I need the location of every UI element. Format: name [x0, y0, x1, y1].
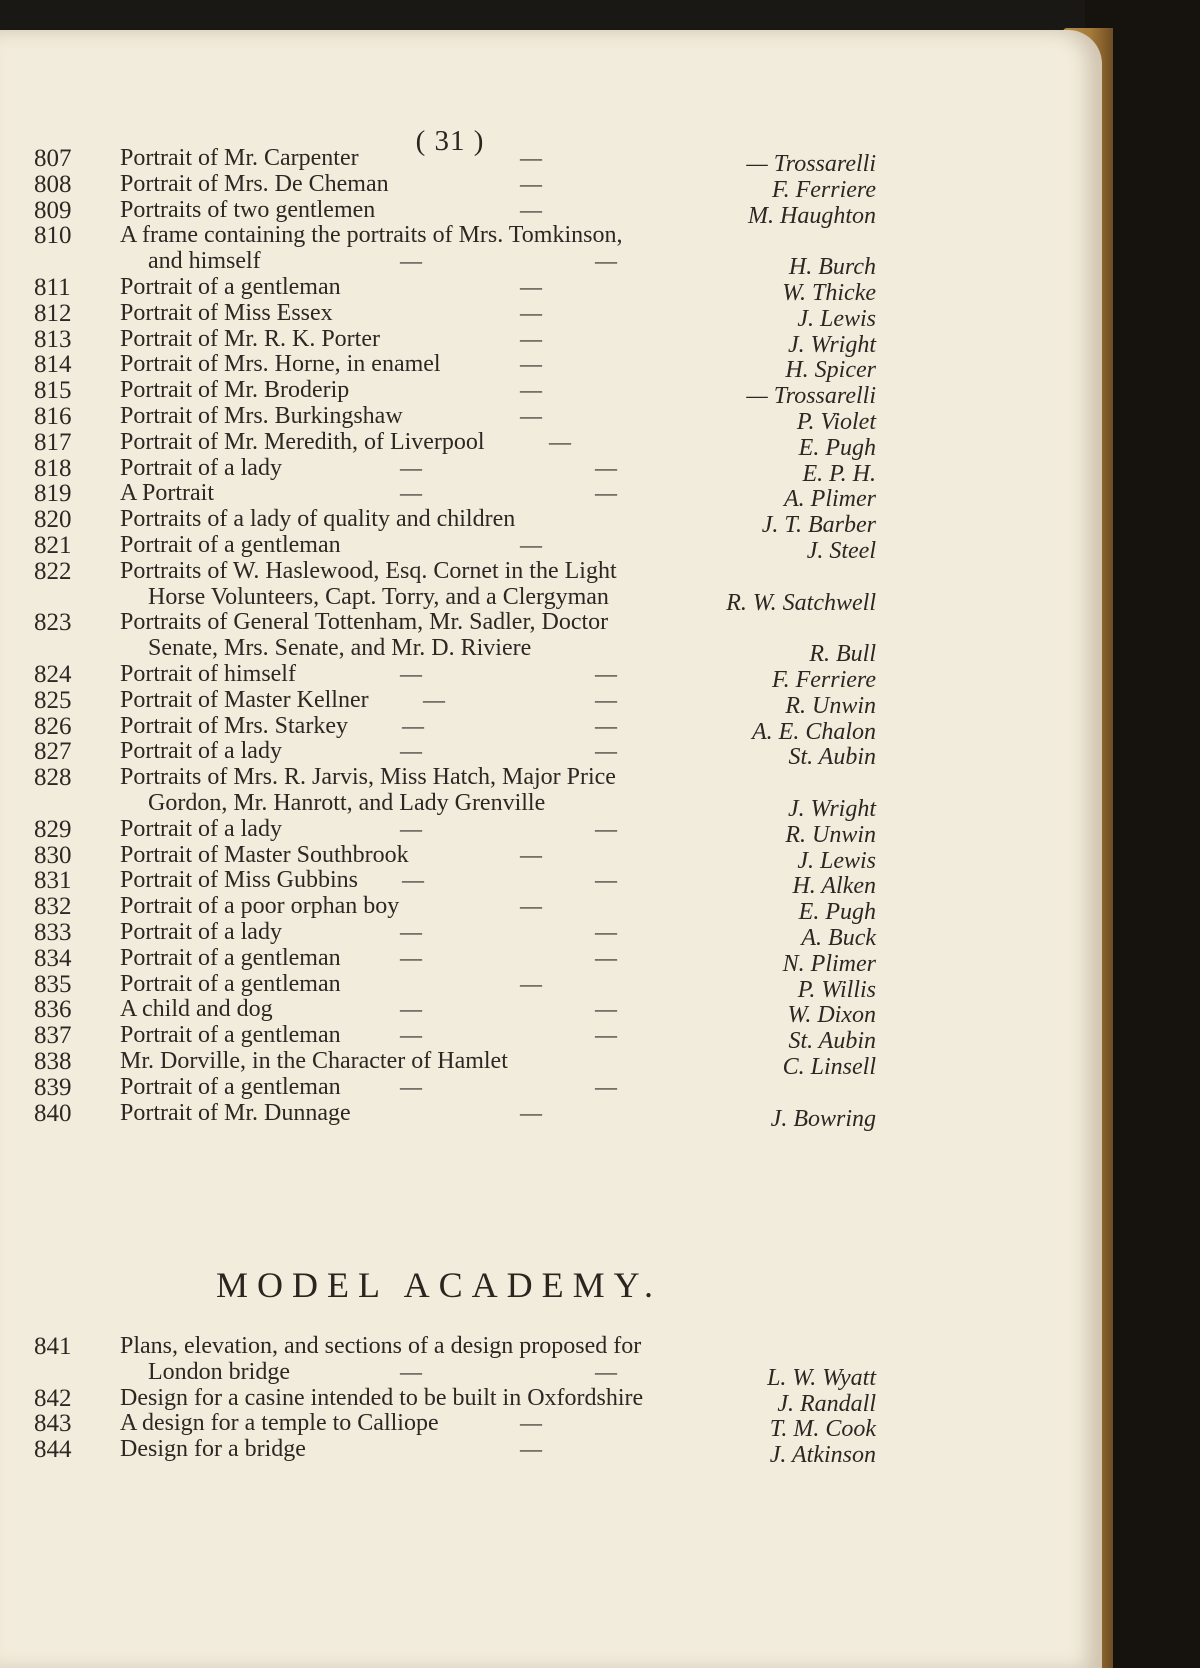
entry-number: 815 [34, 377, 72, 405]
artist-name: — Trossarelli [746, 151, 876, 177]
catalogue-entry [0, 764, 1102, 794]
em-dash-leader: — [520, 1410, 542, 1436]
em-dash-leader: — [595, 1022, 617, 1048]
artist-name: W. Dixon [787, 1002, 876, 1029]
entry-title: Portrait of Mrs. Burkingshaw [120, 403, 403, 429]
entry-number: 838 [34, 1048, 72, 1075]
entry-title: Portraits of W. Haslewood, Esq. Cornet in the Light [120, 557, 617, 584]
entry-title: Portrait of a lady [120, 815, 282, 842]
em-dash-leader: — [400, 454, 422, 480]
entry-number: 813 [34, 325, 72, 353]
artist-name: A. Plimer [784, 486, 876, 513]
catalogue-entry [0, 1436, 1102, 1469]
artist-name: R. W. Satchwell [726, 589, 876, 616]
entry-title: Portrait of Miss Gubbins [120, 867, 359, 894]
artist-name: H. Burch [788, 254, 876, 281]
entry-title: Design for a bridge [120, 1436, 306, 1463]
artist-name: A. E. Chalon [752, 718, 876, 745]
entry-title-continuation: Horse Volunteers, Capt. Torry, and a Clergyman [148, 583, 609, 610]
entry-title: Portrait of a gentleman [120, 532, 341, 558]
section-heading: MODEL ACADEMY. [216, 1265, 663, 1305]
entry-number: 836 [34, 996, 72, 1024]
entry-number: 811 [34, 274, 71, 301]
entry-title-continuation: London bridge [148, 1358, 290, 1385]
artist-name: St. Aubin [788, 744, 876, 771]
entry-title-continuation: Gordon, Mr. Hanrott, and Lady Grenville [148, 790, 546, 816]
entry-title: Portrait of Mr. Carpenter [120, 145, 359, 171]
artist-name: T. M. Cook [769, 1416, 876, 1443]
entry-title: Portrait of Mrs. Starkey [120, 712, 348, 739]
entry-number: 807 [34, 145, 72, 172]
em-dash-leader: — [520, 274, 542, 299]
artist-name: H. Spicer [785, 357, 876, 384]
entry-title: Portrait of Master Kellner [120, 686, 369, 713]
em-dash-leader: — [520, 1436, 542, 1462]
artist-name: H. Alken [792, 873, 876, 900]
em-dash-leader: — [520, 532, 542, 557]
artist-name: L. W. Wyatt [767, 1364, 876, 1391]
catalogue-entry [0, 1333, 1102, 1363]
entry-title: Portrait of a lady [120, 454, 282, 481]
artist-name: M. Haughton [748, 202, 876, 229]
em-dash-leader: — [400, 1022, 422, 1048]
em-dash-leader: — [549, 428, 571, 454]
em-dash-leader: — [400, 738, 422, 764]
entry-number: 842 [34, 1384, 72, 1412]
em-dash-leader: — [520, 841, 542, 867]
em-dash-leader: — [595, 480, 617, 506]
em-dash-leader: — [423, 686, 445, 712]
artist-name: J. Wright [788, 796, 876, 822]
entry-number: 823 [34, 609, 72, 637]
em-dash-leader: — [595, 944, 617, 970]
em-dash-leader: — [520, 145, 542, 170]
entry-title: Portrait of a gentleman [120, 274, 341, 300]
entry-title: Portrait of a poor orphan boy [120, 893, 400, 920]
artist-name: J. Wright [788, 331, 876, 358]
em-dash-leader: — [520, 325, 542, 351]
entry-title: Portrait of Mr. Meredith, of Liverpool [120, 428, 485, 455]
em-dash-leader: — [595, 454, 617, 480]
artist-name: J. Bowring [770, 1105, 876, 1132]
entry-title: Portrait of a gentleman [120, 944, 341, 971]
entry-number: 831 [34, 867, 72, 895]
entry-title: Portrait of a lady [120, 919, 282, 945]
entry-number: 812 [34, 299, 72, 327]
entry-number: 844 [34, 1436, 72, 1464]
entry-title: A frame containing the portraits of Mrs. Tomkinson, [120, 222, 623, 249]
entry-title: Portrait of Mr. R. K. Porter [120, 325, 380, 352]
artist-name: A. Buck [801, 925, 876, 951]
entry-title: Portrait of a gentleman [120, 1022, 341, 1049]
em-dash-leader: — [520, 170, 542, 196]
em-dash-leader: — [520, 893, 542, 919]
entry-title: Portrait of a gentleman [120, 1073, 341, 1100]
em-dash-leader: — [400, 661, 422, 686]
entry-number: 826 [34, 712, 72, 740]
entry-number: 839 [34, 1073, 72, 1101]
artist-name: W. Thicke [782, 280, 876, 306]
entry-title: Portrait of a gentleman [120, 970, 341, 997]
entry-number: 835 [34, 970, 72, 998]
em-dash-leader: — [400, 1358, 422, 1384]
artist-name: St. Aubin [788, 1028, 876, 1055]
em-dash-leader: — [595, 1358, 617, 1384]
catalogue-entry [0, 609, 1102, 639]
entry-number: 832 [34, 893, 72, 921]
em-dash-leader: — [520, 351, 542, 377]
entry-number: 816 [34, 403, 72, 430]
em-dash-leader: — [595, 867, 617, 893]
entry-number: 821 [34, 532, 72, 559]
entry-number: 818 [34, 454, 72, 482]
artist-name: F. Ferriere [772, 667, 876, 693]
em-dash-leader: — [520, 377, 542, 403]
em-dash-leader: — [595, 815, 617, 841]
entry-number: 840 [34, 1099, 72, 1127]
entry-title: Portrait of Miss Essex [120, 299, 333, 326]
artist-name: J. Steel [806, 538, 876, 564]
em-dash-leader: — [520, 196, 542, 222]
entry-title: Portrait of himself [120, 661, 296, 687]
entry-title: Portraits of a lady of quality and children [120, 506, 516, 533]
artist-name: J. T. Barber [761, 512, 876, 539]
em-dash-leader: — [402, 712, 424, 738]
artist-name: E. Pugh [798, 899, 876, 926]
entry-title: Portraits of Mrs. R. Jarvis, Miss Hatch, Major Price [120, 764, 616, 791]
artist-name: P. Violet [796, 409, 876, 435]
entry-number: 830 [34, 841, 72, 869]
em-dash-leader: — [595, 996, 617, 1022]
entry-title: Portrait of a lady [120, 738, 282, 765]
artist-name: C. Linsell [782, 1054, 876, 1080]
entry-number: 824 [34, 661, 72, 688]
em-dash-leader: — [400, 1073, 422, 1099]
entry-number: 808 [34, 170, 72, 198]
entry-title-continuation: Senate, Mrs. Senate, and Mr. D. Riviere [148, 635, 532, 662]
artist-name: — Trossarelli [746, 383, 876, 410]
artist-name: R. Unwin [785, 821, 876, 848]
artist-name: J. Randall [777, 1390, 876, 1417]
catalogue-entry [0, 1100, 1102, 1130]
catalogue-entry [0, 222, 1102, 252]
em-dash-leader: — [520, 1099, 542, 1125]
artist-name: J. Lewis [797, 847, 876, 874]
entry-title: Portraits of General Tottenham, Mr. Sadler, Doctor [120, 609, 609, 636]
entry-number: 814 [34, 351, 72, 379]
entry-number: 837 [34, 1022, 72, 1050]
page-number: ( 31 ) [415, 125, 485, 157]
entry-title: Plans, elevation, and sections of a design proposed for [120, 1333, 642, 1359]
entry-title: A child and dog [120, 996, 273, 1023]
em-dash-leader: — [520, 970, 542, 996]
em-dash-leader: — [402, 867, 424, 893]
em-dash-leader: — [595, 919, 617, 944]
entry-number: 820 [34, 506, 72, 534]
entry-title: Design for a casine intended to be built in Oxfordshire [120, 1384, 644, 1411]
em-dash-leader: — [595, 686, 617, 712]
entry-title: Portrait of Mrs. De Cheman [120, 170, 389, 197]
entry-number: 829 [34, 815, 72, 843]
entry-number: 810 [34, 222, 72, 250]
entry-title: Portrait of Mr. Broderip [120, 377, 350, 404]
em-dash-leader: — [595, 738, 617, 764]
entry-title-continuation: and himself [148, 248, 261, 275]
entry-title: A Portrait [120, 480, 214, 507]
artist-name: P. Willis [797, 976, 876, 1003]
entry-number: 834 [34, 944, 72, 972]
entry-number: 843 [34, 1410, 72, 1438]
entry-title: Portraits of two gentlemen [120, 196, 376, 223]
artist-name: E. Pugh [798, 434, 876, 461]
artist-name: R. Unwin [785, 692, 876, 719]
em-dash-leader: — [400, 996, 422, 1022]
entry-number: 833 [34, 919, 72, 946]
em-dash-leader: — [400, 480, 422, 506]
entry-title: Mr. Dorville, in the Character of Hamlet [120, 1048, 508, 1074]
em-dash-leader: — [595, 1073, 617, 1099]
em-dash-leader: — [400, 248, 422, 274]
em-dash-leader: — [595, 712, 617, 738]
entry-number: 841 [34, 1333, 72, 1360]
artist-name: E. P. H. [802, 460, 876, 487]
em-dash-leader: — [595, 248, 617, 274]
em-dash-leader: — [520, 299, 542, 325]
artist-name: J. Lewis [797, 305, 876, 332]
entry-number: 817 [34, 428, 72, 456]
entry-number: 819 [34, 480, 72, 508]
entry-number: 828 [34, 764, 72, 792]
artist-name: J. Atkinson [769, 1442, 876, 1469]
em-dash-leader: — [520, 403, 542, 428]
catalogue-entry [0, 558, 1102, 588]
em-dash-leader: — [400, 944, 422, 970]
em-dash-leader: — [400, 919, 422, 944]
entry-number: 825 [34, 686, 72, 714]
em-dash-leader: — [595, 661, 617, 686]
entry-title: Portrait of Mr. Dunnage [120, 1099, 351, 1126]
artist-name: N. Plimer [782, 950, 876, 977]
entry-number: 809 [34, 196, 72, 224]
artist-name: F. Ferriere [772, 176, 876, 203]
entry-number: 827 [34, 738, 72, 766]
entry-title: Portrait of Mrs. Horne, in enamel [120, 351, 441, 378]
entry-title: A design for a temple to Calliope [120, 1410, 439, 1437]
em-dash-leader: — [400, 815, 422, 841]
entry-title: Portrait of Master Southbrook [120, 841, 409, 868]
artist-name: R. Bull [809, 641, 876, 668]
entry-number: 822 [34, 557, 72, 585]
